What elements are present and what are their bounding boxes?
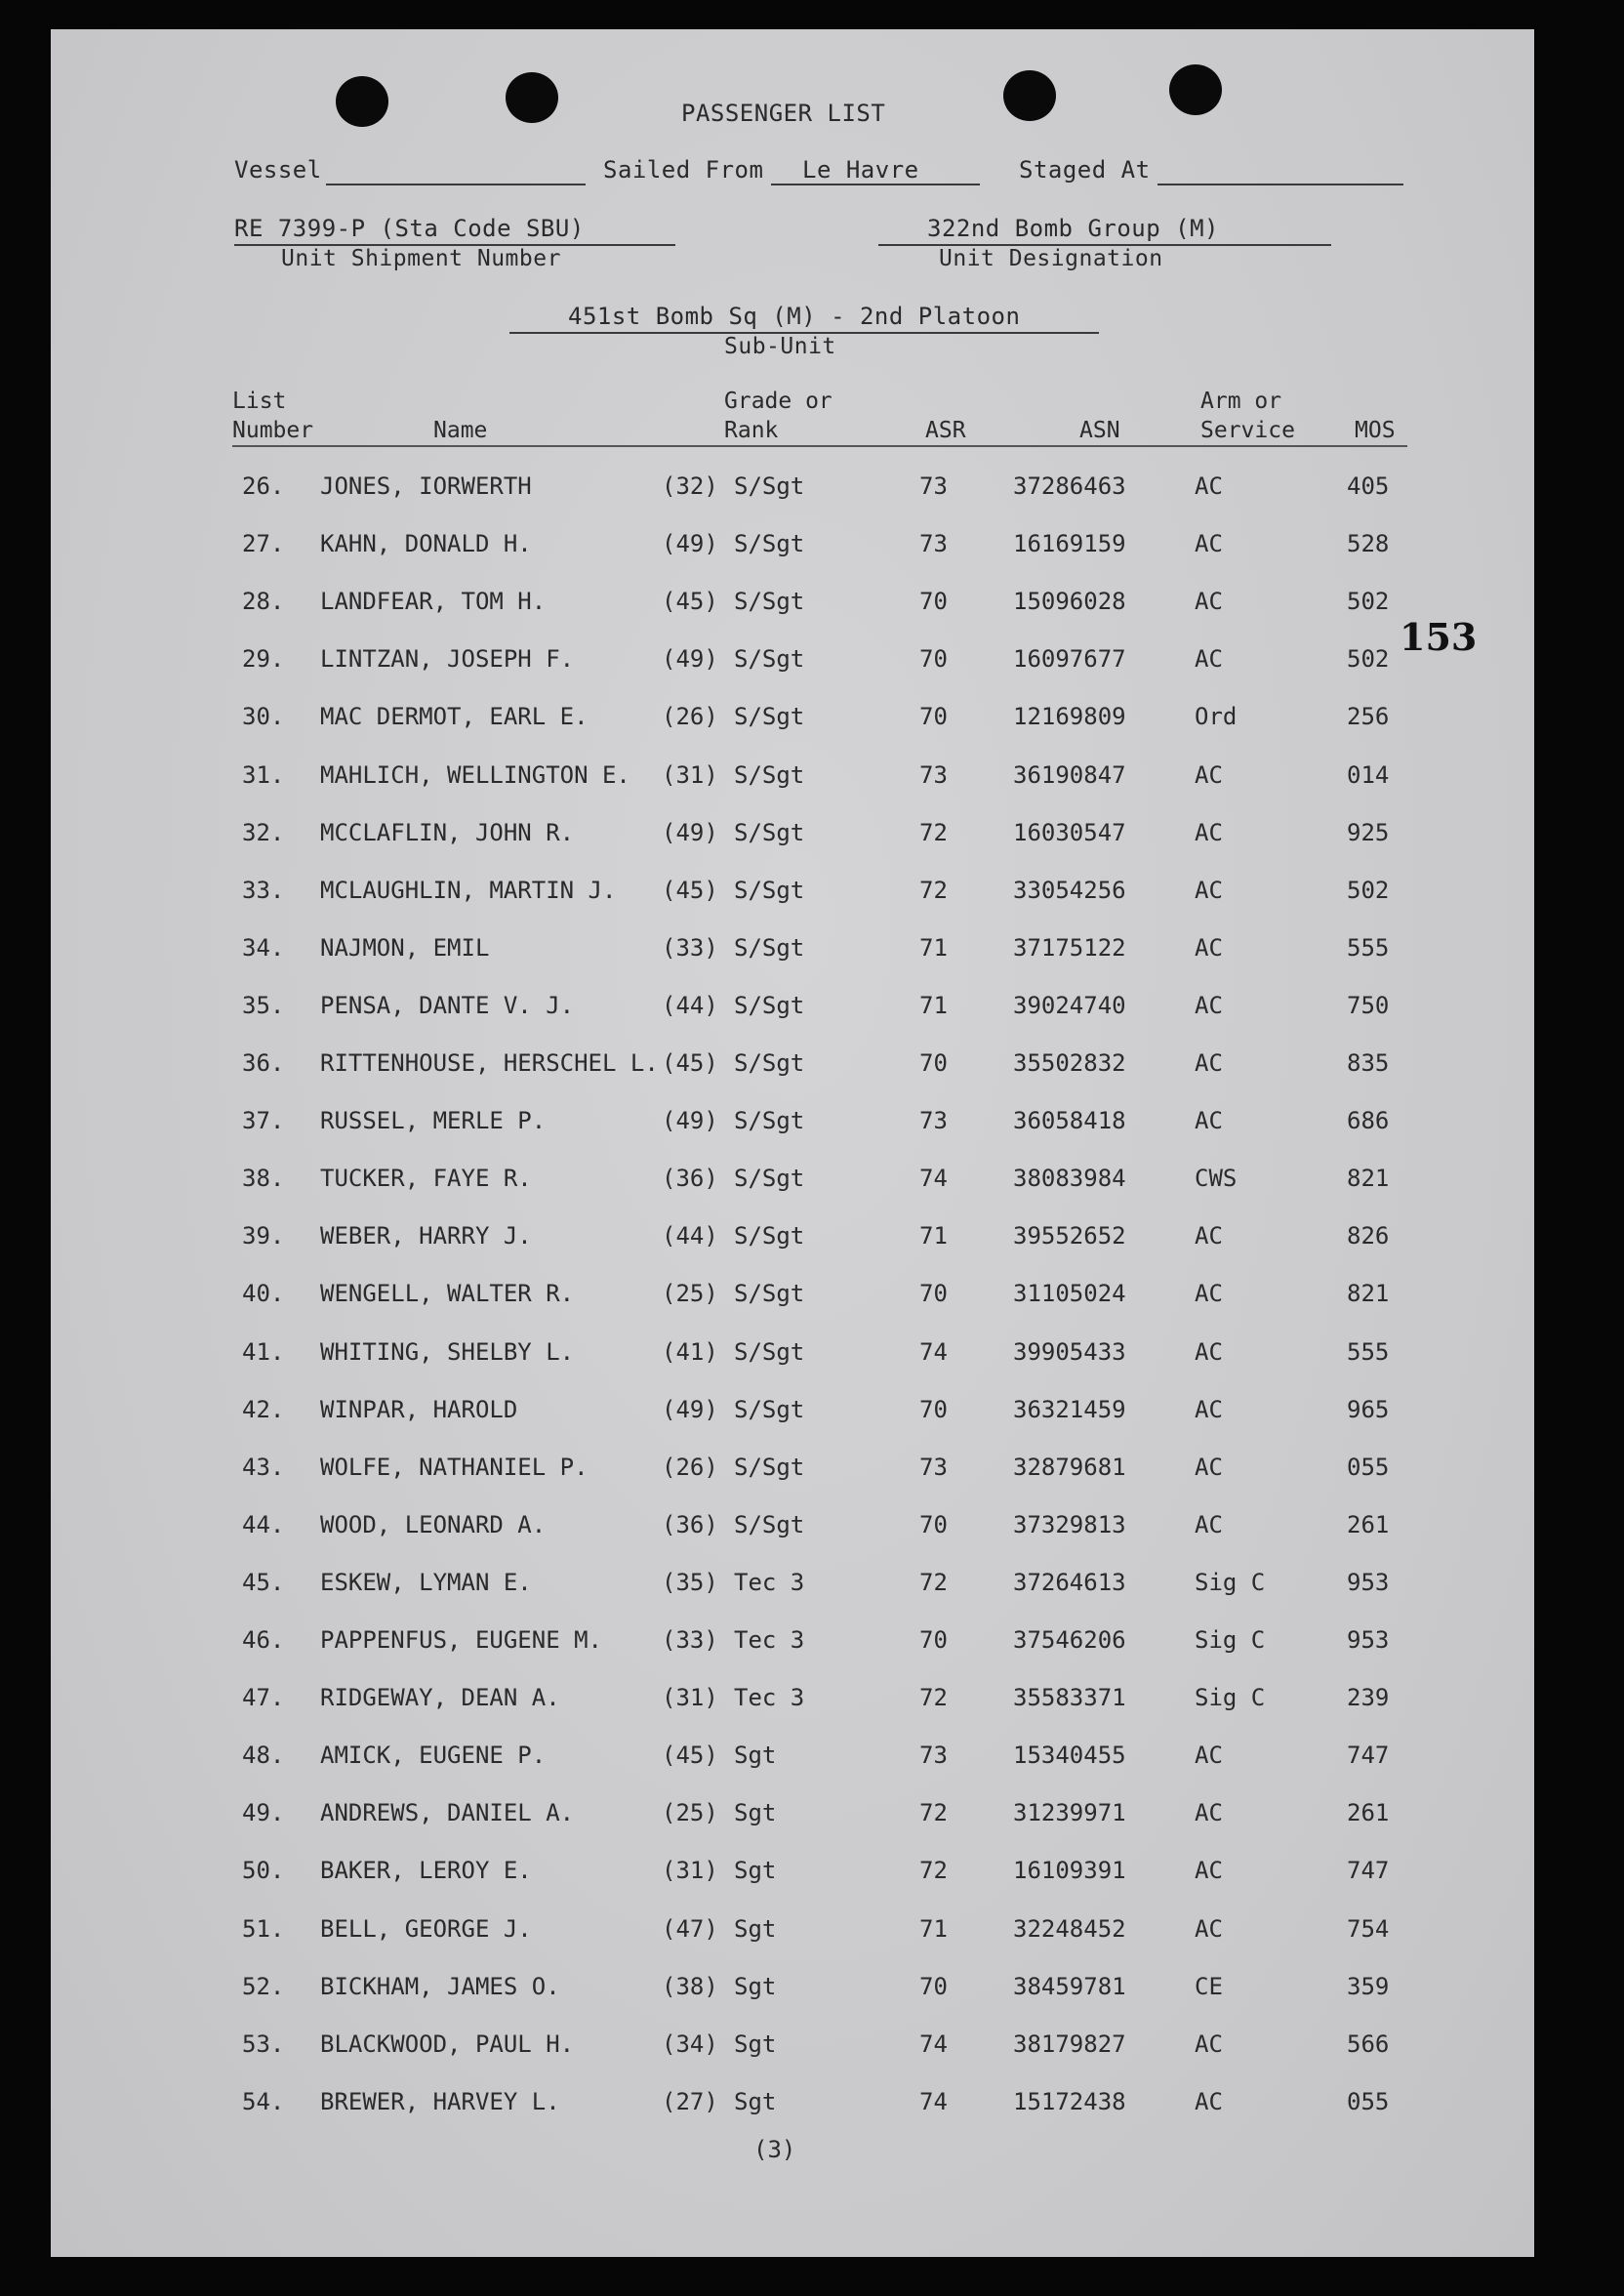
- arm-service-cell: Ord: [1195, 703, 1238, 731]
- mos-cell: 747: [1347, 1742, 1390, 1770]
- asr-cell: 72: [919, 818, 948, 846]
- mos-cell: 555: [1347, 1337, 1390, 1366]
- asn-cell: 16097677: [1013, 645, 1126, 674]
- mos-cell: 261: [1347, 1799, 1390, 1827]
- col-header-arm-top: Arm or: [1200, 389, 1282, 414]
- asr-cell: 70: [919, 1395, 948, 1423]
- sailed-from-value: Le Havre: [802, 156, 919, 184]
- col-header-list-number-top: List: [232, 389, 287, 414]
- table-row: [51, 2088, 1534, 2127]
- age-cell: (41): [662, 1337, 718, 1366]
- asr-cell: 70: [919, 1049, 948, 1077]
- mos-cell: 566: [1347, 2030, 1390, 2058]
- table-row: [51, 992, 1534, 1031]
- asr-cell: 73: [919, 530, 948, 558]
- arm-service-cell: AC: [1195, 530, 1223, 558]
- grade-cell: S/Sgt: [734, 1165, 805, 1193]
- age-cell: (25): [662, 1280, 718, 1308]
- age-cell: (38): [662, 1972, 718, 2000]
- age-cell: (27): [662, 2087, 718, 2115]
- table-row: [51, 1280, 1534, 1319]
- asn-cell: 39024740: [1013, 991, 1126, 1019]
- grade-cell: S/Sgt: [734, 876, 805, 904]
- grade-cell: S/Sgt: [734, 1453, 805, 1481]
- mos-cell: 014: [1347, 760, 1390, 789]
- arm-service-cell: AC: [1195, 1742, 1223, 1770]
- mos-cell: 502: [1347, 645, 1390, 674]
- asn-cell: 38179827: [1013, 2030, 1126, 2058]
- mos-cell: 953: [1347, 1568, 1390, 1596]
- list-number-cell: 48.: [242, 1742, 285, 1770]
- table-row: [51, 1915, 1534, 1954]
- list-number-cell: 33.: [242, 876, 285, 904]
- name-cell: BELL, GEORGE J.: [320, 1914, 532, 1943]
- age-cell: (36): [662, 1165, 718, 1193]
- arm-service-cell: AC: [1195, 1453, 1223, 1481]
- name-cell: RITTENHOUSE, HERSCHEL L.: [320, 1049, 659, 1077]
- table-row: [51, 1338, 1534, 1377]
- grade-cell: S/Sgt: [734, 1222, 805, 1250]
- vessel-label: Vessel: [234, 156, 322, 184]
- name-cell: WENGELL, WALTER R.: [320, 1280, 575, 1308]
- mos-cell: 750: [1347, 991, 1390, 1019]
- age-cell: (47): [662, 1914, 718, 1943]
- name-cell: JONES, IORWERTH: [320, 472, 532, 500]
- table-row: [51, 819, 1534, 858]
- grade-cell: Tec 3: [734, 1568, 805, 1596]
- mos-cell: 502: [1347, 588, 1390, 616]
- grade-cell: Sgt: [734, 1972, 777, 2000]
- arm-service-cell: AC: [1195, 1510, 1223, 1538]
- list-number-cell: 54.: [242, 2087, 285, 2115]
- grade-cell: S/Sgt: [734, 472, 805, 500]
- list-number-cell: 35.: [242, 991, 285, 1019]
- list-number-cell: 27.: [242, 530, 285, 558]
- col-header-list-number: Number: [232, 418, 314, 443]
- table-row: [51, 703, 1534, 742]
- mos-cell: 965: [1347, 1395, 1390, 1423]
- list-number-cell: 29.: [242, 645, 285, 674]
- table-row: [51, 1107, 1534, 1146]
- asr-cell: 73: [919, 472, 948, 500]
- list-number-cell: 52.: [242, 1972, 285, 2000]
- asn-cell: 36190847: [1013, 760, 1126, 789]
- asr-cell: 70: [919, 1972, 948, 2000]
- mos-cell: 055: [1347, 1453, 1390, 1481]
- unit-shipment-number-label: Unit Shipment Number: [281, 246, 561, 271]
- grade-cell: Sgt: [734, 1799, 777, 1827]
- mos-cell: 835: [1347, 1049, 1390, 1077]
- mos-cell: 405: [1347, 472, 1390, 500]
- name-cell: PENSA, DANTE V. J.: [320, 991, 575, 1019]
- grade-cell: Tec 3: [734, 1684, 805, 1712]
- table-row: [51, 588, 1534, 627]
- table-row: [51, 1742, 1534, 1781]
- asr-cell: 72: [919, 1684, 948, 1712]
- mos-cell: 359: [1347, 1972, 1390, 2000]
- page-number: (3): [753, 2136, 796, 2163]
- arm-service-cell: AC: [1195, 1222, 1223, 1250]
- arm-service-cell: AC: [1195, 1914, 1223, 1943]
- list-number-cell: 43.: [242, 1453, 285, 1481]
- asn-cell: 33054256: [1013, 876, 1126, 904]
- grade-cell: S/Sgt: [734, 1107, 805, 1135]
- table-row: [51, 645, 1534, 684]
- age-cell: (33): [662, 1626, 718, 1654]
- name-cell: WEBER, HARRY J.: [320, 1222, 532, 1250]
- arm-service-cell: AC: [1195, 1049, 1223, 1077]
- mos-cell: 239: [1347, 1684, 1390, 1712]
- list-number-cell: 32.: [242, 818, 285, 846]
- table-row: [51, 2030, 1534, 2070]
- arm-service-cell: AC: [1195, 2030, 1223, 2058]
- asr-cell: 70: [919, 1510, 948, 1538]
- grade-cell: Sgt: [734, 1914, 777, 1943]
- arm-service-cell: AC: [1195, 933, 1223, 962]
- mos-cell: 821: [1347, 1165, 1390, 1193]
- mos-cell: 821: [1347, 1280, 1390, 1308]
- asr-cell: 74: [919, 1165, 948, 1193]
- age-cell: (35): [662, 1568, 718, 1596]
- asn-cell: 12169809: [1013, 703, 1126, 731]
- list-number-cell: 34.: [242, 933, 285, 962]
- age-cell: (34): [662, 2030, 718, 2058]
- asn-cell: 16169159: [1013, 530, 1126, 558]
- mos-cell: 953: [1347, 1626, 1390, 1654]
- mos-cell: 055: [1347, 2087, 1390, 2115]
- grade-cell: Tec 3: [734, 1626, 805, 1654]
- list-number-cell: 40.: [242, 1280, 285, 1308]
- table-row: [51, 1857, 1534, 1896]
- asr-cell: 74: [919, 1337, 948, 1366]
- unit-shipment-number: RE 7399-P (Sta Code SBU): [234, 215, 585, 242]
- asn-cell: 39905433: [1013, 1337, 1126, 1366]
- arm-service-cell: AC: [1195, 2087, 1223, 2115]
- grade-cell: S/Sgt: [734, 991, 805, 1019]
- table-row: [51, 1454, 1534, 1493]
- arm-service-cell: CWS: [1195, 1165, 1238, 1193]
- list-number-cell: 45.: [242, 1568, 285, 1596]
- name-cell: LANDFEAR, TOM H.: [320, 588, 547, 616]
- asr-cell: 74: [919, 2030, 948, 2058]
- asr-cell: 72: [919, 1799, 948, 1827]
- list-number-cell: 47.: [242, 1684, 285, 1712]
- name-cell: BREWER, HARVEY L.: [320, 2087, 560, 2115]
- grade-cell: S/Sgt: [734, 703, 805, 731]
- list-number-cell: 39.: [242, 1222, 285, 1250]
- col-header-grade: Rank: [724, 418, 779, 443]
- grade-cell: Sgt: [734, 1742, 777, 1770]
- asn-cell: 39552652: [1013, 1222, 1126, 1250]
- asn-cell: 38083984: [1013, 1165, 1126, 1193]
- table-row: [51, 1165, 1534, 1204]
- grade-cell: S/Sgt: [734, 1049, 805, 1077]
- age-cell: (45): [662, 1742, 718, 1770]
- arm-service-cell: AC: [1195, 1799, 1223, 1827]
- name-cell: LINTZAN, JOSEPH F.: [320, 645, 575, 674]
- mos-cell: 747: [1347, 1857, 1390, 1885]
- table-row: [51, 1799, 1534, 1838]
- name-cell: MCCLAFLIN, JOHN R.: [320, 818, 575, 846]
- arm-service-cell: AC: [1195, 1395, 1223, 1423]
- asr-cell: 73: [919, 760, 948, 789]
- page-stamp: 153: [1400, 615, 1478, 659]
- grade-cell: Sgt: [734, 1857, 777, 1885]
- list-number-cell: 50.: [242, 1857, 285, 1885]
- list-number-cell: 30.: [242, 703, 285, 731]
- col-header-arm: Service: [1200, 418, 1295, 443]
- age-cell: (49): [662, 1107, 718, 1135]
- arm-service-cell: AC: [1195, 991, 1223, 1019]
- table-row: [51, 1973, 1534, 2012]
- sailed-from-label: Sailed From: [603, 156, 764, 184]
- list-number-cell: 46.: [242, 1626, 285, 1654]
- asr-cell: 71: [919, 991, 948, 1019]
- arm-service-cell: AC: [1195, 1857, 1223, 1885]
- grade-cell: S/Sgt: [734, 818, 805, 846]
- grade-cell: S/Sgt: [734, 588, 805, 616]
- col-header-mos: MOS: [1355, 418, 1396, 443]
- table-row: [51, 1222, 1534, 1261]
- asn-cell: 37546206: [1013, 1626, 1126, 1654]
- age-cell: (45): [662, 876, 718, 904]
- asn-cell: 37286463: [1013, 472, 1126, 500]
- table-row: [51, 1569, 1534, 1608]
- passenger-list-page: [51, 29, 1534, 2257]
- arm-service-cell: Sig C: [1195, 1684, 1266, 1712]
- list-number-cell: 49.: [242, 1799, 285, 1827]
- age-cell: (33): [662, 933, 718, 962]
- asn-cell: 37175122: [1013, 933, 1126, 962]
- col-header-asn: ASN: [1079, 418, 1120, 443]
- asn-cell: 32879681: [1013, 1453, 1126, 1481]
- list-number-cell: 26.: [242, 472, 285, 500]
- age-cell: (26): [662, 703, 718, 731]
- list-number-cell: 38.: [242, 1165, 285, 1193]
- age-cell: (49): [662, 818, 718, 846]
- grade-cell: S/Sgt: [734, 1395, 805, 1423]
- asr-cell: 73: [919, 1107, 948, 1135]
- age-cell: (44): [662, 1222, 718, 1250]
- asn-cell: 16030547: [1013, 818, 1126, 846]
- arm-service-cell: AC: [1195, 1107, 1223, 1135]
- list-number-cell: 41.: [242, 1337, 285, 1366]
- table-row: [51, 1396, 1534, 1435]
- table-row: [51, 1626, 1534, 1665]
- list-number-cell: 36.: [242, 1049, 285, 1077]
- list-number-cell: 42.: [242, 1395, 285, 1423]
- age-cell: (32): [662, 472, 718, 500]
- grade-cell: S/Sgt: [734, 530, 805, 558]
- name-cell: AMICK, EUGENE P.: [320, 1742, 547, 1770]
- mos-cell: 528: [1347, 530, 1390, 558]
- grade-cell: Sgt: [734, 2087, 777, 2115]
- asn-cell: 36058418: [1013, 1107, 1126, 1135]
- name-cell: WINPAR, HAROLD: [320, 1395, 518, 1423]
- list-number-cell: 28.: [242, 588, 285, 616]
- table-row: [51, 1049, 1534, 1088]
- mos-cell: 256: [1347, 703, 1390, 731]
- name-cell: BICKHAM, JAMES O.: [320, 1972, 560, 2000]
- arm-service-cell: Sig C: [1195, 1568, 1266, 1596]
- arm-service-cell: AC: [1195, 472, 1223, 500]
- document-title: PASSENGER LIST: [681, 100, 886, 127]
- table-row: [51, 877, 1534, 916]
- asr-cell: 70: [919, 1626, 948, 1654]
- asn-cell: 37264613: [1013, 1568, 1126, 1596]
- name-cell: KAHN, DONALD H.: [320, 530, 532, 558]
- name-cell: BLACKWOOD, PAUL H.: [320, 2030, 575, 2058]
- arm-service-cell: AC: [1195, 818, 1223, 846]
- arm-service-cell: AC: [1195, 1280, 1223, 1308]
- asn-cell: 15096028: [1013, 588, 1126, 616]
- name-cell: ESKEW, LYMAN E.: [320, 1568, 532, 1596]
- arm-service-cell: AC: [1195, 645, 1223, 674]
- age-cell: (45): [662, 588, 718, 616]
- sub-unit-label: Sub-Unit: [724, 334, 836, 359]
- table-row: [51, 530, 1534, 569]
- mos-cell: 686: [1347, 1107, 1390, 1135]
- arm-service-cell: AC: [1195, 876, 1223, 904]
- age-cell: (49): [662, 530, 718, 558]
- age-cell: (31): [662, 760, 718, 789]
- asr-cell: 70: [919, 703, 948, 731]
- asr-cell: 70: [919, 588, 948, 616]
- staged-at-label: Staged At: [1019, 156, 1151, 184]
- col-header-grade-top: Grade or: [724, 389, 832, 414]
- list-number-cell: 53.: [242, 2030, 285, 2058]
- age-cell: (49): [662, 1395, 718, 1423]
- asr-cell: 73: [919, 1453, 948, 1481]
- grade-cell: S/Sgt: [734, 760, 805, 789]
- grade-cell: S/Sgt: [734, 645, 805, 674]
- asn-cell: 35583371: [1013, 1684, 1126, 1712]
- name-cell: ANDREWS, DANIEL A.: [320, 1799, 575, 1827]
- grade-cell: Sgt: [734, 2030, 777, 2058]
- asr-cell: 71: [919, 1222, 948, 1250]
- grade-cell: S/Sgt: [734, 1510, 805, 1538]
- grade-cell: S/Sgt: [734, 1280, 805, 1308]
- asn-cell: 31105024: [1013, 1280, 1126, 1308]
- name-cell: WOOD, LEONARD A.: [320, 1510, 547, 1538]
- unit-designation: 322nd Bomb Group (M): [927, 215, 1219, 242]
- age-cell: (25): [662, 1799, 718, 1827]
- asn-cell: 16109391: [1013, 1857, 1126, 1885]
- grade-cell: S/Sgt: [734, 1337, 805, 1366]
- name-cell: NAJMON, EMIL: [320, 933, 490, 962]
- col-header-name: Name: [433, 418, 488, 443]
- asr-cell: 70: [919, 645, 948, 674]
- asn-cell: 15340455: [1013, 1742, 1126, 1770]
- name-cell: WOLFE, NATHANIEL P.: [320, 1453, 589, 1481]
- asr-cell: 72: [919, 1857, 948, 1885]
- table-row: [51, 472, 1534, 512]
- col-header-asr: ASR: [925, 418, 966, 443]
- table-row: [51, 761, 1534, 800]
- name-cell: PAPPENFUS, EUGENE M.: [320, 1626, 602, 1654]
- age-cell: (31): [662, 1684, 718, 1712]
- name-cell: WHITING, SHELBY L.: [320, 1337, 575, 1366]
- name-cell: TUCKER, FAYE R.: [320, 1165, 532, 1193]
- mos-cell: 754: [1347, 1914, 1390, 1943]
- age-cell: (31): [662, 1857, 718, 1885]
- arm-service-cell: Sig C: [1195, 1626, 1266, 1654]
- name-cell: MAC DERMOT, EARL E.: [320, 703, 589, 731]
- age-cell: (36): [662, 1510, 718, 1538]
- mos-cell: 502: [1347, 876, 1390, 904]
- age-cell: (26): [662, 1453, 718, 1481]
- mos-cell: 261: [1347, 1510, 1390, 1538]
- asn-cell: 32248452: [1013, 1914, 1126, 1943]
- asr-cell: 73: [919, 1742, 948, 1770]
- passenger-table: [51, 29, 1534, 2257]
- age-cell: (44): [662, 991, 718, 1019]
- mos-cell: 555: [1347, 933, 1390, 962]
- asr-cell: 71: [919, 933, 948, 962]
- table-row: [51, 1511, 1534, 1550]
- sub-unit: 451st Bomb Sq (M) - 2nd Platoon: [568, 303, 1021, 330]
- mos-cell: 925: [1347, 818, 1390, 846]
- arm-service-cell: AC: [1195, 1337, 1223, 1366]
- name-cell: RUSSEL, MERLE P.: [320, 1107, 547, 1135]
- asr-cell: 72: [919, 876, 948, 904]
- asr-cell: 70: [919, 1280, 948, 1308]
- name-cell: BAKER, LEROY E.: [320, 1857, 532, 1885]
- list-number-cell: 37.: [242, 1107, 285, 1135]
- arm-service-cell: AC: [1195, 760, 1223, 789]
- name-cell: RIDGEWAY, DEAN A.: [320, 1684, 560, 1712]
- list-number-cell: 44.: [242, 1510, 285, 1538]
- asr-cell: 71: [919, 1914, 948, 1943]
- asn-cell: 15172438: [1013, 2087, 1126, 2115]
- mos-cell: 826: [1347, 1222, 1390, 1250]
- list-number-cell: 31.: [242, 760, 285, 789]
- name-cell: MAHLICH, WELLINGTON E.: [320, 760, 630, 789]
- asn-cell: 37329813: [1013, 1510, 1126, 1538]
- asn-cell: 31239971: [1013, 1799, 1126, 1827]
- arm-service-cell: CE: [1195, 1972, 1223, 2000]
- asn-cell: 36321459: [1013, 1395, 1126, 1423]
- list-number-cell: 51.: [242, 1914, 285, 1943]
- asn-cell: 38459781: [1013, 1972, 1126, 2000]
- grade-cell: S/Sgt: [734, 933, 805, 962]
- age-cell: (49): [662, 645, 718, 674]
- table-row: [51, 1684, 1534, 1723]
- asr-cell: 72: [919, 1568, 948, 1596]
- table-row: [51, 934, 1534, 973]
- asr-cell: 74: [919, 2087, 948, 2115]
- age-cell: (45): [662, 1049, 718, 1077]
- unit-designation-label: Unit Designation: [939, 246, 1163, 271]
- arm-service-cell: AC: [1195, 588, 1223, 616]
- asn-cell: 35502832: [1013, 1049, 1126, 1077]
- name-cell: MCLAUGHLIN, MARTIN J.: [320, 876, 617, 904]
